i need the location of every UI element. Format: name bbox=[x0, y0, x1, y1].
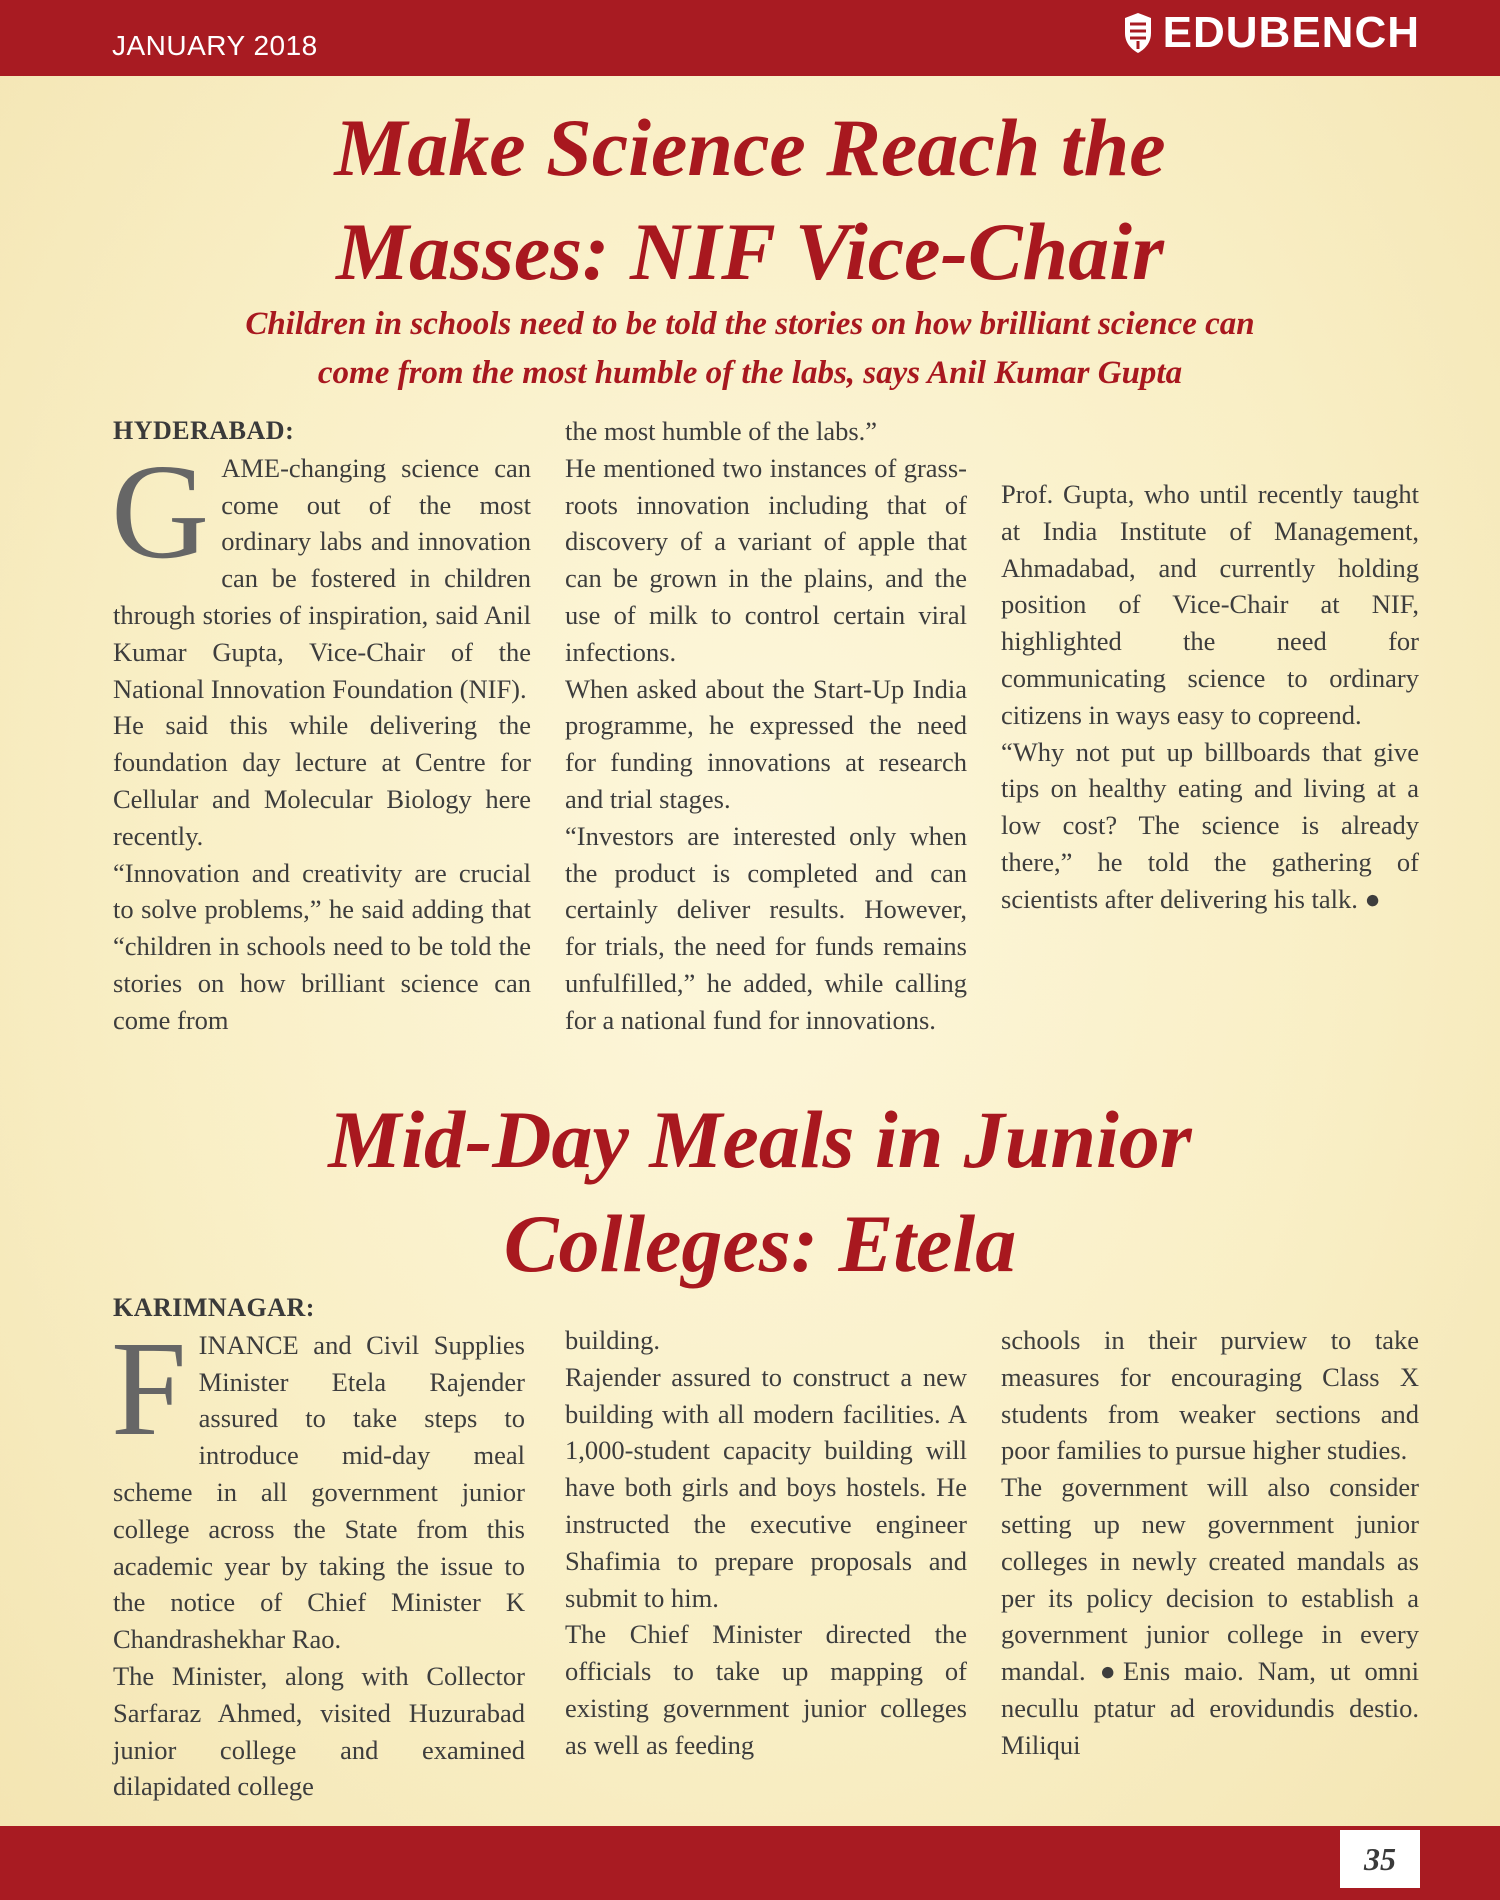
article2-title bbox=[10, 1088, 1500, 1296]
article2-paragraph: Rajender assured to construct a new building with all modern facilities. A 1,000-student capacity building will have both girls and boys hostels. He instructed the executive engineer Shafimia to prepare proposals and submit to him. bbox=[565, 1361, 967, 1613]
article1-column-2 bbox=[565, 413, 967, 1039]
article2-column-2 bbox=[565, 1322, 967, 1764]
article1-column-1 bbox=[113, 413, 531, 1039]
article2-paragraph: building. bbox=[565, 1325, 660, 1355]
article1-paragraph: “Innovation and creativity are crucial to solve problems,” he said adding that “children in schools need to be told the stories on how brilliant science can come from bbox=[113, 857, 531, 1035]
article1-title-line2: Masses: NIF Vice-Chair bbox=[336, 206, 1164, 297]
article2-paragraph: INANCE and Civil Supplies Minister Etela Rajender assured to take steps to introduce mid-day meal scheme in all government junior college across the State from this academic year by taking the issue to the notice of Chief Minister K Chandrashekhar Rao. bbox=[113, 1329, 525, 1655]
article1-paragraph: He mentioned two instances of grass-roots innovation including that of discovery of a variant of apple that can be grown in the plains, and the use of milk to control certain viral infections. bbox=[565, 452, 967, 667]
article1-subtitle bbox=[80, 300, 1420, 398]
article1-paragraph: “Investors are interested only when the product is completed and can certainly deliver results. However, for trials, the need for funds remains unfulfilled,” he added, while calling for a national fund for innovations. bbox=[565, 820, 967, 1035]
article2-column-3 bbox=[1001, 1322, 1419, 1764]
article1-paragraph: He said this while delivering the foundation day lecture at Centre for Cellular and Molecular Biology here recently. bbox=[113, 710, 531, 851]
article2-paragraph: The Chief Minister directed the officials to take up mapping of existing government junior colleges as well as feeding bbox=[565, 1619, 967, 1760]
article1-paragraph: When asked about the Start-Up India programme, he expressed the need for funding innovations at research and trial stages. bbox=[565, 673, 967, 814]
article1-dropcap: G bbox=[111, 436, 210, 587]
article1-dateline: HYDERABAD: bbox=[113, 416, 295, 445]
page-number: 35 bbox=[1340, 1830, 1420, 1888]
article2-title-line2: Colleges: Etela bbox=[503, 1198, 1017, 1289]
brand-logo bbox=[1123, 10, 1420, 56]
article1-title-line1: Make Science Reach the bbox=[334, 102, 1166, 193]
article1-subtitle-line2: come from the most humble of the labs, says Anil Kumar Gupta bbox=[317, 355, 1183, 391]
article1-paragraph: the most humble of the labs.” bbox=[565, 416, 878, 446]
article2-dropcap: F bbox=[111, 1313, 187, 1464]
issue-date: JANUARY 2018 bbox=[112, 30, 318, 61]
footer-bar bbox=[0, 1826, 1500, 1900]
article2-paragraph: The Minister, along with Collector Sarfaraz Ahmed, visited Huzurabad junior college and examined dilapidated college bbox=[113, 1660, 525, 1802]
article2-dateline: KARIMNAGAR: bbox=[113, 1293, 315, 1322]
article2-paragraph: schools in their purview to take measures for encouraging Class X students from weaker sections and poor families to pursue higher studies. bbox=[1001, 1325, 1419, 1466]
article2-column-1 bbox=[113, 1290, 525, 1805]
article1-subtitle-line1: Children in schools need to be told the stories on how brilliant science can bbox=[245, 306, 1255, 342]
article1-column-3 bbox=[1001, 476, 1419, 918]
shield-logo-icon bbox=[1123, 11, 1153, 55]
article2-paragraph: The government will also consider setting up new government junior colleges in newly created mandals as per its policy decision to establish a government junior college in every mandal. ●Enis maio. Nam, ut omni necullu ptatur ad erovidundis destio. Miliqui bbox=[1001, 1472, 1419, 1760]
article1-paragraph: “Why not put up billboards that give tips on healthy eating and living at a low cost? The science is already there,” he told the gathering of scientists after delivering his talk. ● bbox=[1001, 736, 1419, 914]
article1-paragraph: Prof. Gupta, who until recently taught at India Institute of Management, Ahmadabad, and currently holding position of Vice-Chair at NIF, highlighted the need for communicating science to ordinary citizens in ways easy to copreend. bbox=[1001, 479, 1419, 730]
article1-paragraph: AME-changing science can come out of the most ordinary labs and innovation can be fostered in children through stories of inspiration, said Anil Kumar Gupta, Vice-Chair of the National Innovation Foundation (NIF). bbox=[113, 452, 531, 704]
article2-title-line1: Mid-Day Meals in Junior bbox=[328, 1094, 1192, 1185]
brand-name: EDUBENCH bbox=[1162, 8, 1420, 57]
article1-title bbox=[0, 96, 1500, 304]
